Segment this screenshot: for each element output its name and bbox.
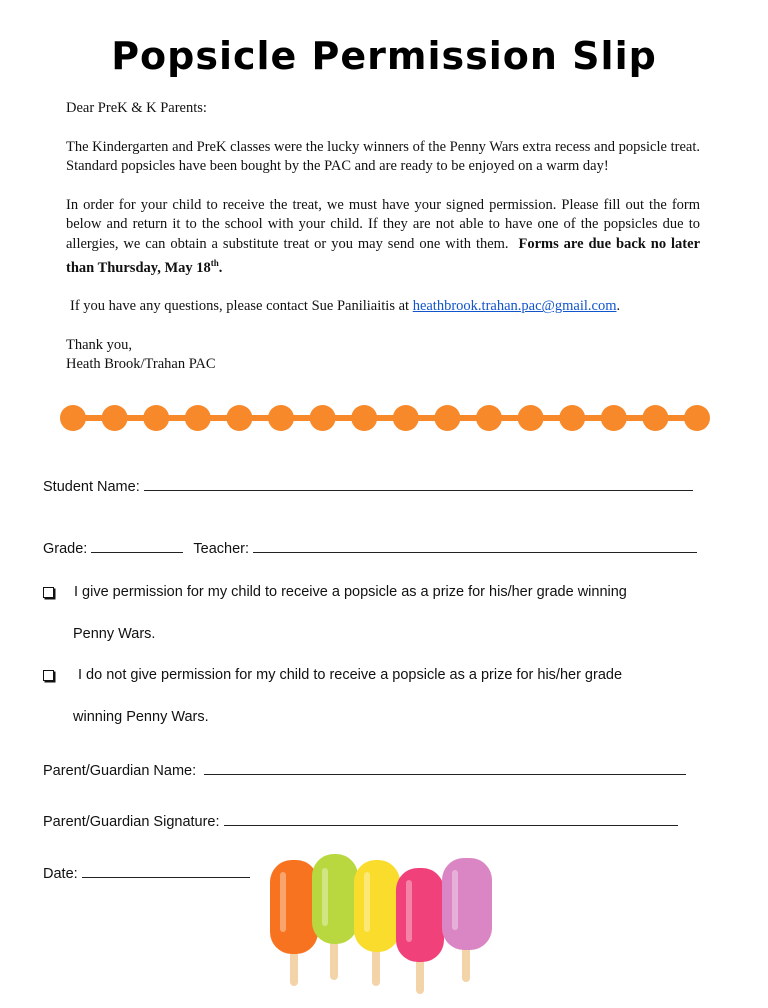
parent-name-row [43, 760, 686, 779]
parent-name-field[interactable] [204, 760, 686, 775]
divider-bead [434, 405, 460, 431]
popsicle-yellow [354, 860, 400, 986]
divider-bead [393, 405, 419, 431]
divider-bead [268, 405, 294, 431]
letter-closing: Thank you, [66, 336, 133, 353]
permission-no-text: I do not give permission for my child to receive a popsicle as a prize for his/her grade [78, 667, 623, 683]
student-name-field[interactable] [144, 476, 693, 491]
page-title: Popsicle Permission Slip [111, 34, 657, 78]
divider-bead [476, 405, 502, 431]
date-field[interactable] [82, 863, 250, 878]
permission-no-option [43, 667, 622, 683]
grade-teacher-row [43, 538, 697, 557]
permission-yes-checkbox[interactable] [43, 587, 54, 598]
teacher-label: Teacher: [193, 541, 250, 557]
letter-paragraph-2 [66, 196, 700, 279]
parent-signature-row [43, 811, 678, 830]
letter-signature: Heath Brook/Trahan PAC [66, 356, 216, 373]
letter-paragraph-1: The Kindergarten and PreK classes were the lucky winners of the Penny Wars extra recess and popsicle treat. Standard popsicles have been bought by the PAC and are ready to be enjoyed on a warm day! [66, 138, 700, 174]
letter-contact-line: If you have any questions, please contact Sue Paniliaitis at heathbrook.trahan.pac@gmail.com. [70, 298, 621, 315]
grade-label: Grade: [43, 541, 88, 557]
student-name-label: Student Name: [43, 479, 140, 495]
divider-bead [518, 405, 544, 431]
teacher-field[interactable] [253, 538, 697, 553]
letter-body [66, 99, 700, 375]
grade-field[interactable] [91, 538, 183, 553]
deadline-text: Forms are due back no later than Thursday, May 18th. [66, 235, 701, 276]
permission-yes-option [43, 584, 627, 600]
parent-signature-field[interactable] [224, 811, 678, 826]
permission-no-text-line2: winning Penny Wars. [73, 709, 209, 725]
popsicles-illustration [266, 850, 502, 1000]
popsicle-lilac [442, 858, 492, 982]
divider-bead [60, 405, 86, 431]
parent-name-label: Parent/Guardian Name: [43, 763, 197, 779]
divider-bead [601, 405, 627, 431]
divider-bead [143, 405, 169, 431]
divider-bead [642, 405, 668, 431]
date-label: Date: [43, 866, 78, 882]
letter-paragraph-2-text: In order for your child to receive the treat, we must have your signed permission. Please fill out the form below and return it to the school with your child. If they are not able to have one of the popsicles due to allergies, we can obtain a substitute treat or you may send one with them. [66, 196, 700, 252]
divider-bead [226, 405, 252, 431]
contact-text: If you have any questions, please contact Sue Paniliaitis at [70, 298, 410, 315]
parent-signature-label: Parent/Guardian Signature: [43, 814, 220, 830]
divider-bead [185, 405, 211, 431]
divider-bead [559, 405, 585, 431]
divider-bead [310, 405, 336, 431]
popsicle-green [312, 854, 358, 980]
letter-greeting: Dear PreK & K Parents: [66, 100, 207, 116]
contact-email-link[interactable]: heathbrook.trahan.pac@gmail.com [412, 298, 617, 315]
popsicle-pink [396, 868, 444, 994]
permission-yes-text-line2: Penny Wars. [73, 626, 156, 642]
divider-bead [351, 405, 377, 431]
divider-bead [684, 405, 710, 431]
bead-divider [56, 402, 712, 434]
permission-yes-text: I give permission for my child to receive a popsicle as a prize for his/her grade winning [74, 584, 627, 600]
popsicle-orange [270, 860, 318, 986]
permission-no-checkbox[interactable] [43, 670, 54, 681]
divider-bead [102, 405, 128, 431]
date-row [43, 863, 250, 882]
student-name-row [43, 476, 693, 495]
